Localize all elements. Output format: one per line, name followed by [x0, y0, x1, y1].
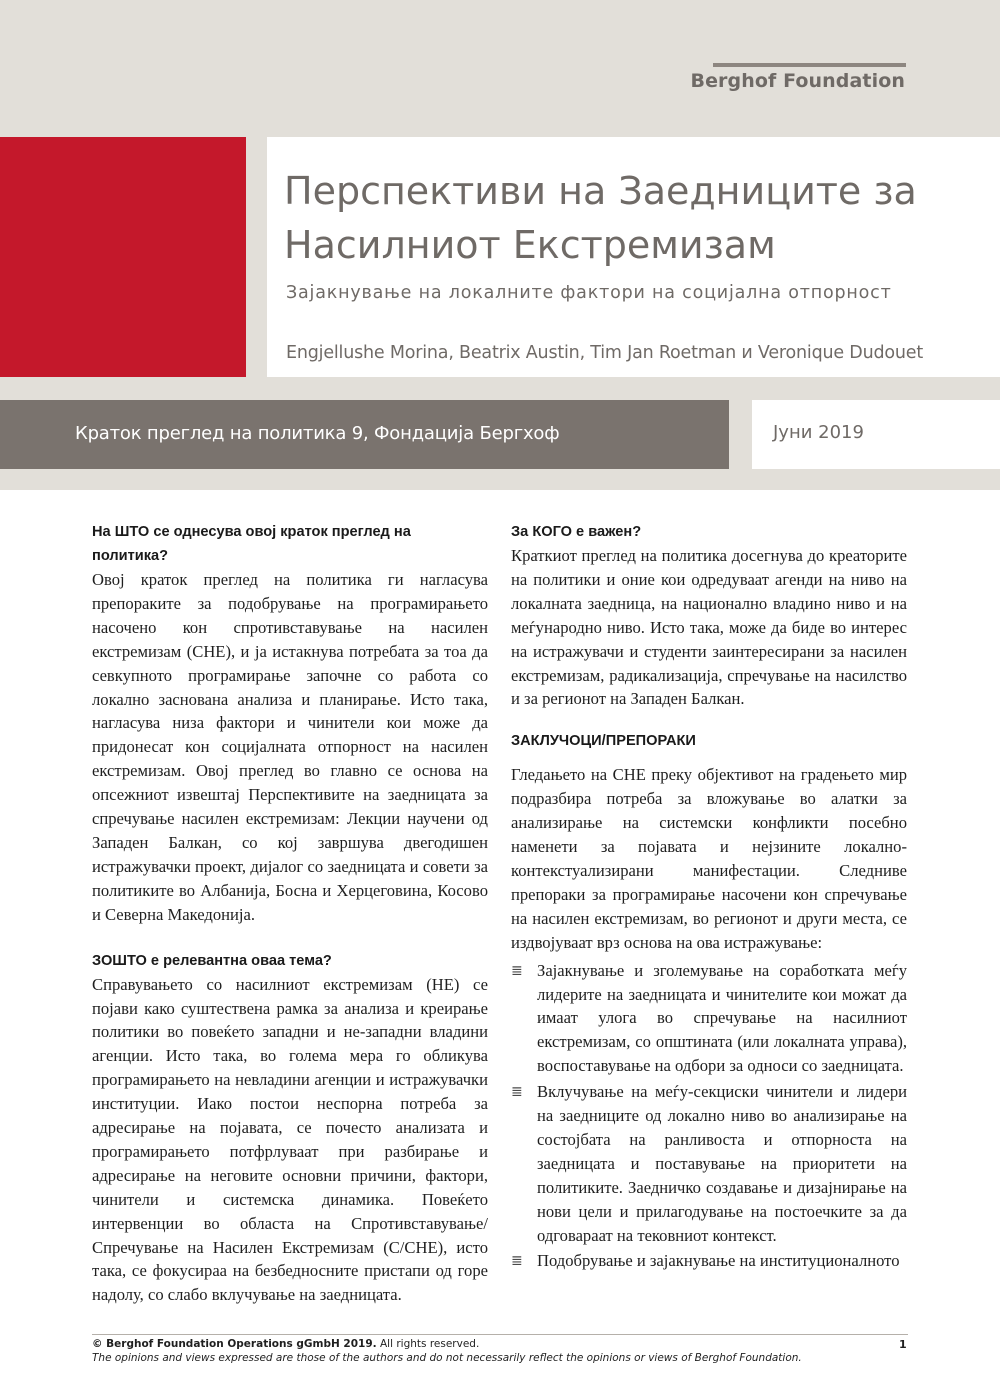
list-bullet-icon: ≣ [511, 1253, 523, 1270]
berghof-logo: Berghof Foundation [690, 70, 905, 92]
list-bullet-icon: ≣ [511, 1084, 523, 1101]
list-item-text: Подобрување и зајакнување на институционалното [537, 1251, 900, 1271]
list-item-text: Зајакнување и зголемување на соработката меѓу лидерите на заедницата и чинителите кои можат да имаат улога во спречување на насилниот екстремизам, со општината (или локалната управа), воспоставување на одбори за односи со заедницата. [537, 960, 907, 1076]
list-bullet-icon: ≣ [511, 962, 523, 979]
authors: Engjellushe Morina, Beatrix Austin, Tim Jan Roetman и Veronique Dudouet [286, 343, 924, 363]
paragraph-who: Краткиот преглед на политика досегнува до креаторите на политики и оние кои одредуваат агенди на ниво на локалната заедница, на национално владино ниво и на меѓународно ниво. Исто така, може да биде во интерес на истражувачи и студенти заинтересирани за насилен екстремизам, радикализација, спречување на насилство и за регионот на Западен Балкан. [511, 546, 907, 709]
left-column [92, 520, 488, 1307]
document-title: Перспективи на Заедниците за Насилниот Екстремизам [284, 169, 917, 267]
footer-disclaimer: The opinions and views expressed are those of the authors and do not necessarily reflect the opinions or views of Berghof Foundation. [92, 1352, 802, 1364]
paragraph-conclusions: Гледањето на СНЕ преку објективот на градењето мир подразбира потреба за вложување во алатки за анализирање на системски конфликти посебно наменети за појавата и нејзините локално-контекстуализирани манифестации. Следниве препораки за програмирање насочени кон спречување на насилен екстремизам, во регионот и други места, се издвојуваат врз основа на ова истражување: [511, 765, 907, 952]
section-heading-what: На ШТО се однесува овој краток преглед на политика? [92, 524, 411, 564]
section-heading-conclusions: ЗАКЛУЧОЦИ/ПРЕПОРАКИ [511, 733, 696, 750]
logo-rule [713, 63, 906, 67]
section-heading-why: ЗОШТО е релевантна оваа тема? [92, 952, 332, 969]
series-label: Краток преглед на политика 9, Фондација Бергхоф [75, 423, 560, 444]
list-item [511, 1249, 907, 1273]
paragraph-why: Справувањето со насилниот екстремизам (НЕ) се појави како суштествена рамка за анализа и креирање политики во повеќето западни и не-западни владини агенции. Исто така, во голема мера го обликува програмирањето на невладини агенции и истражувачки институции. Иако постои неспорна потреба за адресирање на појавата, се почесто анализата и програмирањето потфрлуваат при разбирање и адресирање на неговите основни причини, фактори, чинители и системска динамика. Повеќето интервенции во областа на Спротивставување/Спречување на Насилен Екстремизам (С/СНЕ), исто така, се фокусираа на безбедносните пристапи од горе надолу, со слабо вклучување на заедницата. [92, 974, 488, 1305]
list-item-text: Вклучување на меѓу-секциски чинители и лидери на заедниците од локално ниво во анализирање на состојбата на ранливоста и отпорноста на заедницата и поставување на приоритети на политиките. Заедничко создавање и дизајнирање на нови цели и прилагодување на постоечките за да одговараат на тековниот контекст. [537, 1082, 907, 1245]
accent-red-block [0, 137, 246, 377]
copyright-rights: All rights reserved. [376, 1338, 480, 1350]
section-heading-who: За КОГО е важен? [511, 524, 642, 540]
list-item [511, 1080, 907, 1247]
recommendations-list [511, 959, 907, 1274]
paragraph-what: Овој краток преглед на политика ги нагласува препораките за подобрување на програмирањето насочено кон спротивставување на насилен екстремизам (СНЕ), и ја истакнува потребата за тоа да севкупното програмирање започне со работа со локално заснована анализа и планирање. Исто така, нагласува низа фактори и чинители кои може да придонесат кон социјалната отпорност на насилен екстремизам. Овој преглед во главно се основа на опсежниот извештај Перспективите на заедницата за спречување насилен екстремизам: Лекции научени од Западен Балкан, со кој завршува двегодишен истражувачки проект, дијалог со заедницата и совети за политиките во Албанија, Босна и Херцеговина, Косово и Северна Македонија. [92, 570, 488, 924]
publication-date: Јуни 2019 [773, 422, 864, 443]
right-column [511, 520, 907, 1275]
footer-rule [92, 1334, 908, 1335]
document-subtitle: Зајакнување на локалните фактори на социјална отпорност [286, 283, 892, 303]
footer-copyright [92, 1338, 479, 1350]
list-item [511, 959, 907, 1079]
page-number: 1 [899, 1338, 907, 1351]
copyright-holder: © Berghof Foundation Operations gGmbH 2019. [92, 1338, 377, 1350]
